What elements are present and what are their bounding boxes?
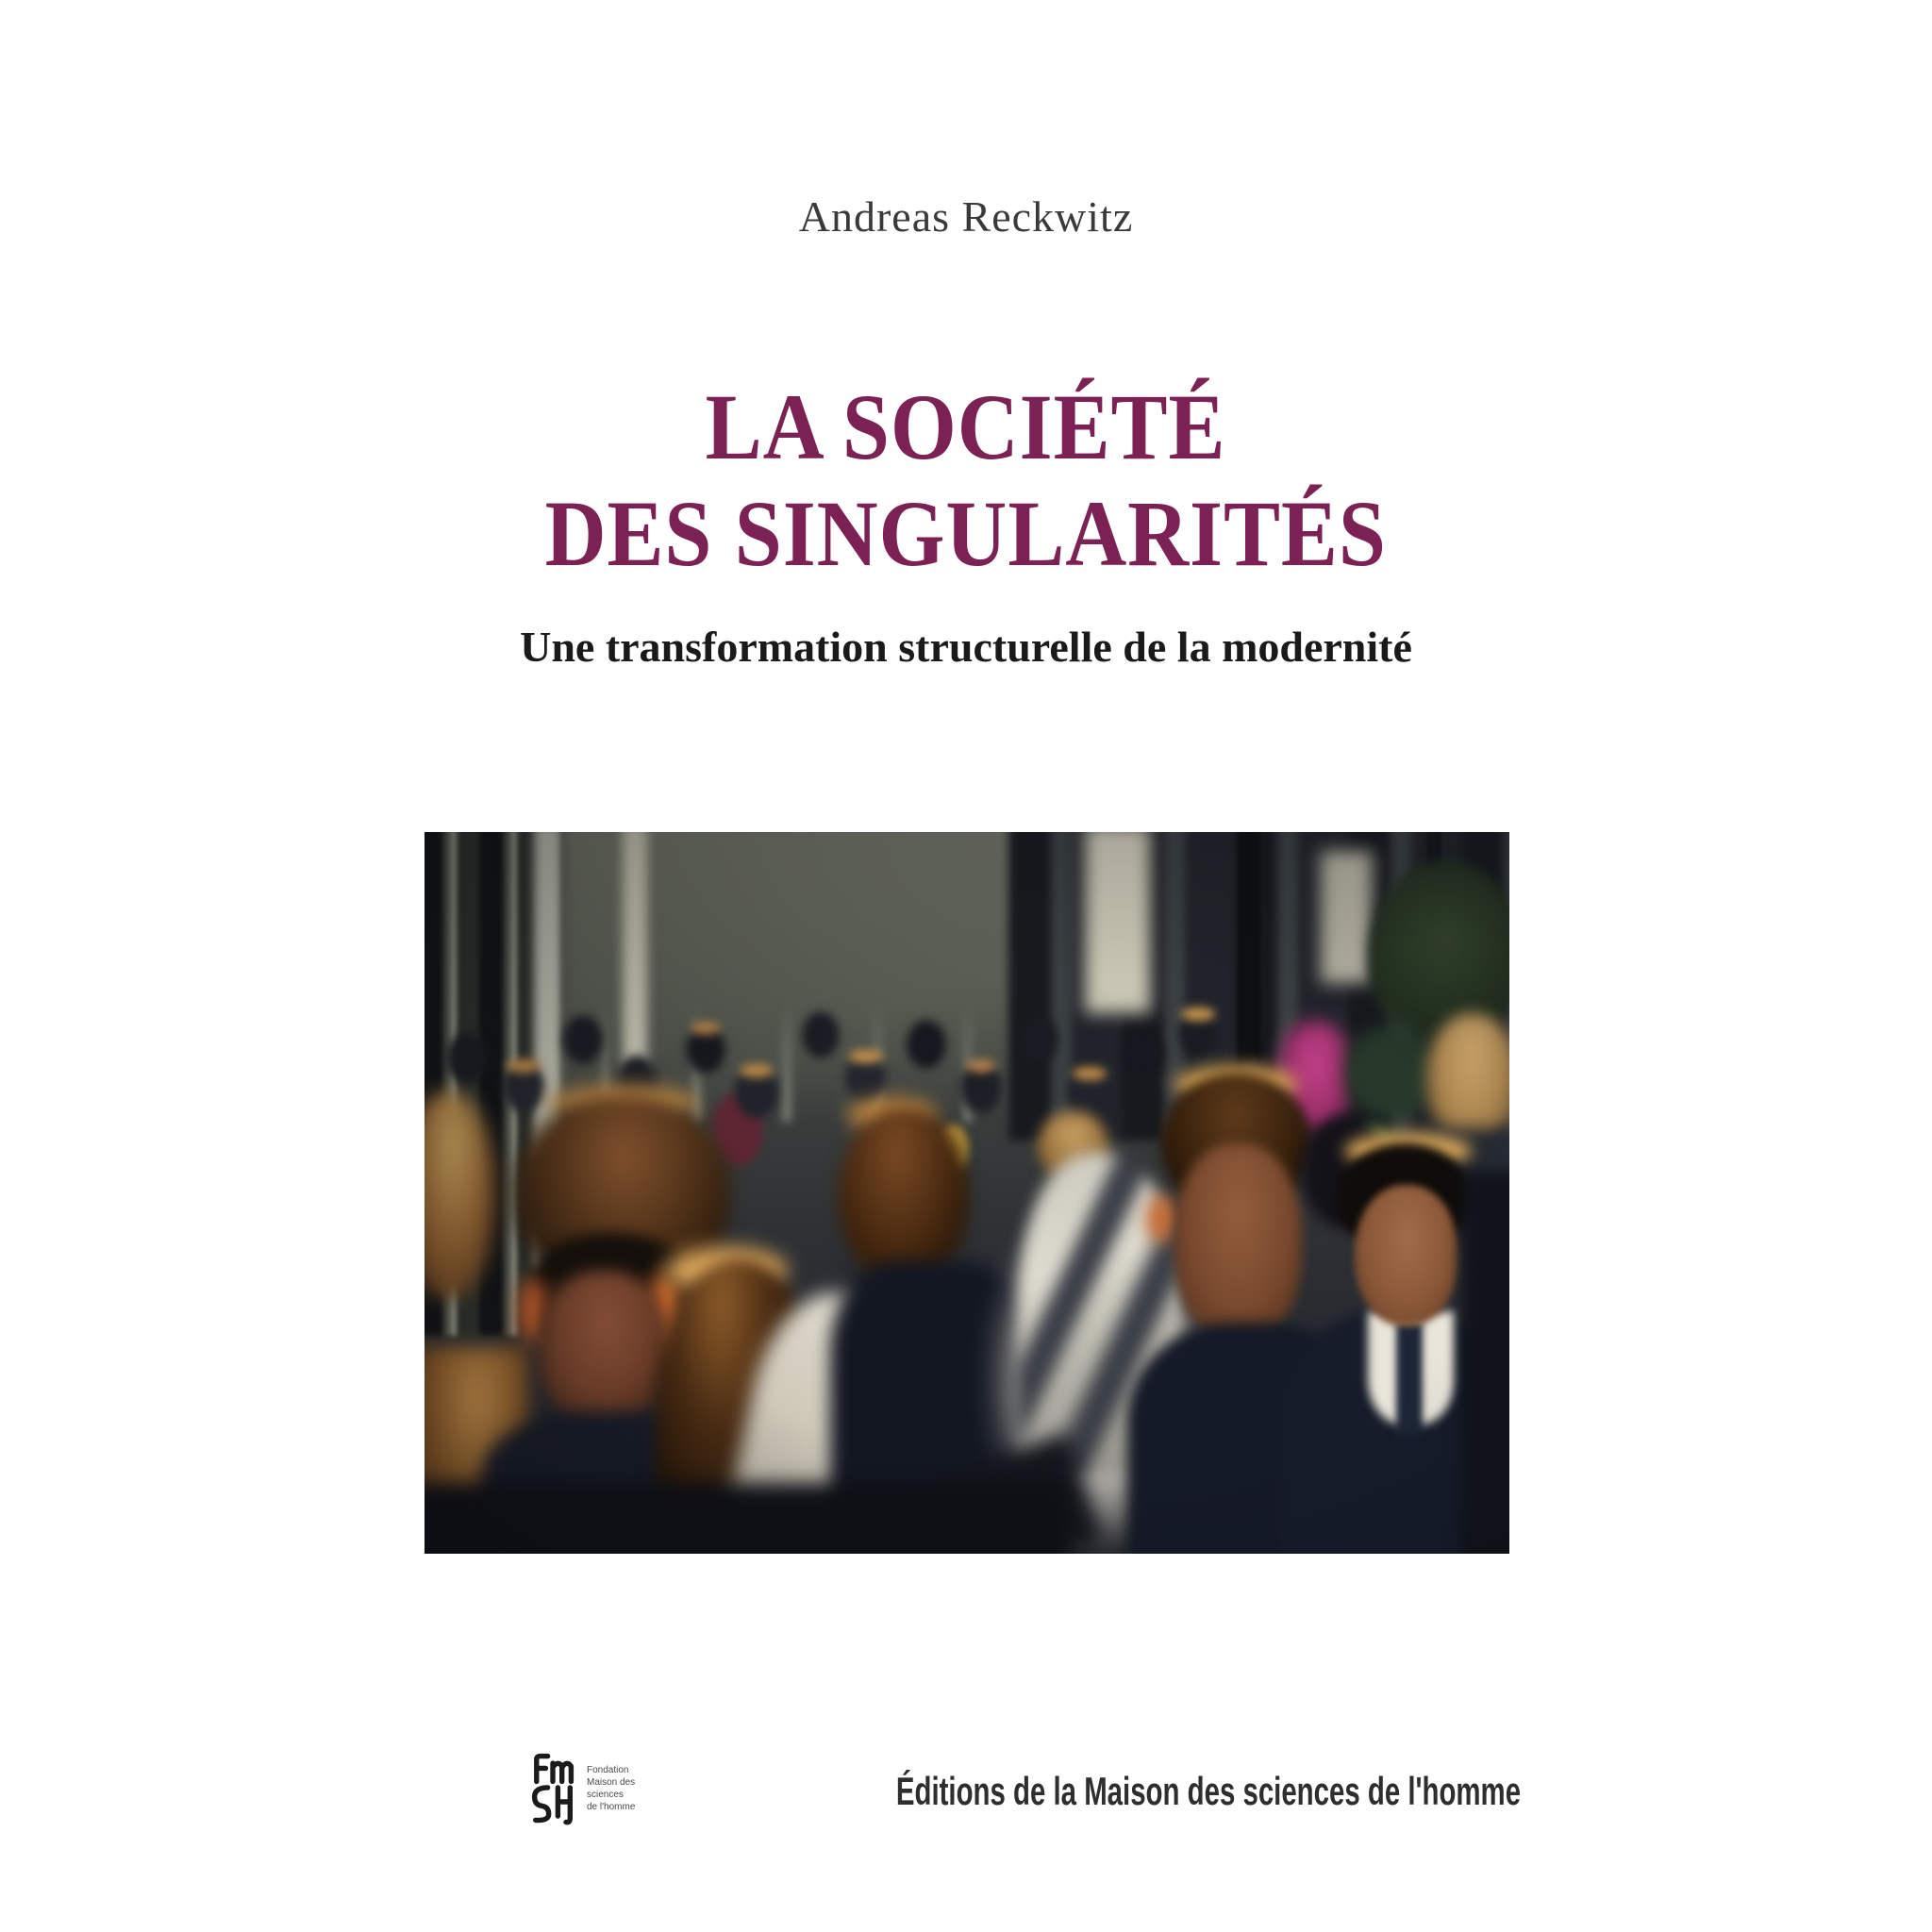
publisher-name-text: Éditions de la Maison des sciences de l'homme — [895, 1769, 1522, 1813]
subtitle: Une transformation structurelle de la modernité — [520, 623, 1412, 671]
title-line-1: LA SOCIÉTÉ — [706, 375, 1226, 479]
title-line-2: DES SINGULARITÉS — [544, 481, 1388, 586]
fmsh-logo-text-line: Fondation — [587, 1765, 629, 1775]
fmsh-logo-text-line: Maison des — [587, 1777, 636, 1788]
publisher-name — [762, 1769, 1522, 1813]
author-name: Andreas Reckwitz — [798, 192, 1134, 241]
fmsh-logo-text — [587, 1764, 662, 1813]
fmsh-logo-text-line: de l'homme — [587, 1802, 636, 1812]
fmsh-logo-text-line: sciences — [587, 1790, 624, 1800]
fmsh-logo-icon — [526, 1751, 579, 1826]
